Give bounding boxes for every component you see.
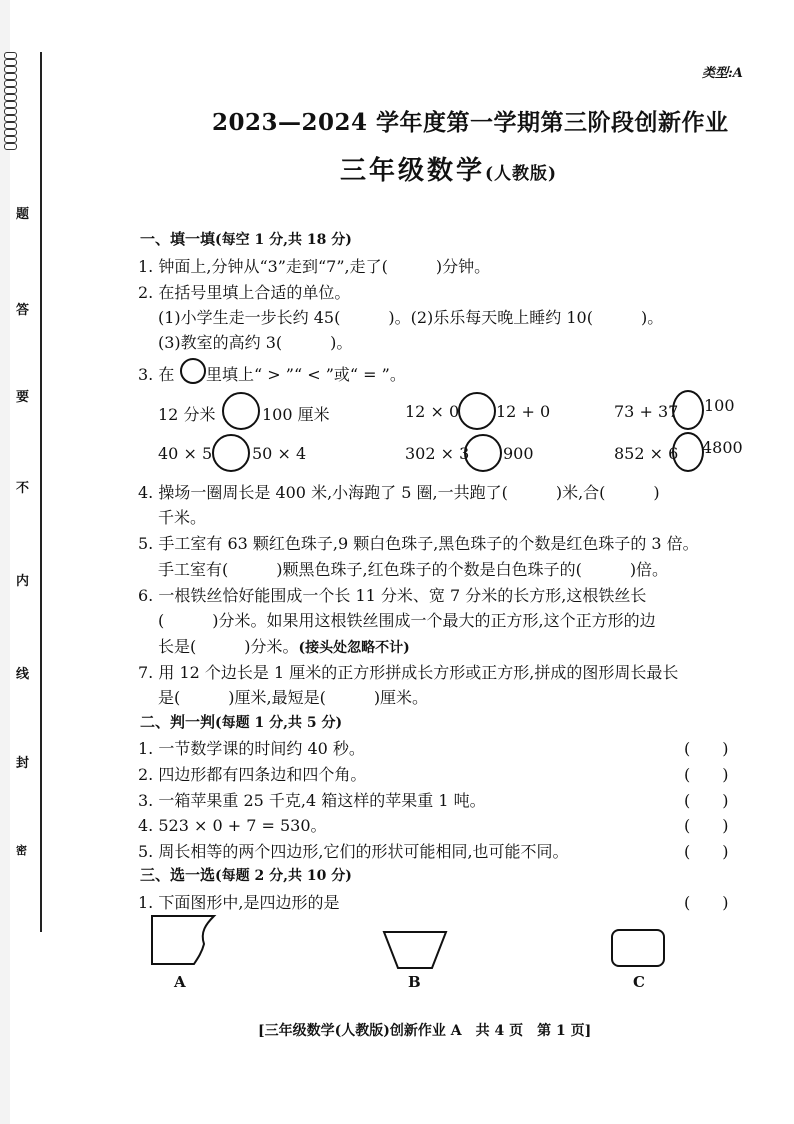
question-1: 1. 钟面上,分钟从“3”走到“7”,走了( )分钟。 bbox=[138, 257, 491, 276]
binding-hole bbox=[4, 94, 17, 101]
binding-hole bbox=[4, 73, 17, 80]
compare-answer-circle[interactable] bbox=[464, 434, 502, 472]
section-heading bbox=[140, 711, 342, 732]
section-note: (每题 1 分,共 5 分) bbox=[215, 715, 343, 731]
compare-answer-circle[interactable] bbox=[212, 434, 250, 472]
shape-a-icon bbox=[152, 916, 214, 964]
question-2: 2. 在括号里填上合适的单位。 bbox=[138, 283, 351, 302]
binding-char: 内 bbox=[16, 574, 30, 589]
binding-line bbox=[40, 52, 42, 932]
question-3-suffix: 里填上“ > ”“ < ”或“ = ”。 bbox=[206, 365, 406, 384]
section-title: 一、填一填 bbox=[140, 230, 216, 248]
binding-hole bbox=[4, 66, 17, 73]
judge-item: 2. 四边形都有四条边和四个角。 bbox=[138, 765, 367, 784]
answer-bracket[interactable]: ( ) bbox=[684, 765, 729, 784]
shape-b-trapezoid-icon bbox=[384, 932, 446, 968]
binding-char: 不 bbox=[16, 481, 30, 496]
binding-char: 题 bbox=[16, 207, 30, 222]
compare-right: 12 + 0 bbox=[496, 402, 551, 421]
compare-left: 73 + 37 bbox=[614, 402, 679, 421]
compare-right: 4800 bbox=[702, 438, 743, 457]
binding-hole bbox=[4, 122, 17, 129]
question-2-part-a: (1)小学生走一步长约 45( )。(2)乐乐每天晚上睡约 10( )。 bbox=[158, 308, 664, 327]
question-4-line2: 千米。 bbox=[158, 508, 207, 527]
question-2-part-b: (3)教室的高约 3( )。 bbox=[158, 333, 353, 352]
compare-left: 12 分米 bbox=[158, 405, 216, 424]
judge-item: 1. 一节数学课的时间约 40 秒。 bbox=[138, 739, 365, 758]
compare-answer-circle[interactable] bbox=[672, 432, 704, 472]
question-6-line2: ( )分米。如果用这根铁丝围成一个最大的正方形,这个正方形的边 bbox=[158, 611, 656, 630]
option-label[interactable]: C bbox=[633, 973, 645, 991]
subtitle-main: 三年级数学 bbox=[340, 156, 486, 186]
compare-left: 302 × 3 bbox=[405, 444, 470, 463]
binding-hole bbox=[4, 59, 17, 66]
option-label[interactable]: B bbox=[408, 973, 421, 991]
binding-hole bbox=[4, 115, 17, 122]
question-6-line1: 6. 一根铁丝恰好能围成一个长 11 分米、宽 7 分米的长方形,这根铁丝长 bbox=[138, 586, 647, 605]
answer-bracket[interactable]: ( ) bbox=[684, 739, 729, 758]
answer-bracket[interactable]: ( ) bbox=[684, 791, 729, 810]
binding-hole bbox=[4, 101, 17, 108]
question-4-line1: 4. 操场一圈周长是 400 米,小海跑了 5 圈,一共跑了( )米,合( ) bbox=[138, 483, 660, 502]
section-note: (每题 2 分,共 10 分) bbox=[215, 868, 352, 884]
compare-answer-circle[interactable] bbox=[222, 392, 260, 430]
binding-char: 要 bbox=[16, 390, 30, 405]
section-note: (每空 1 分,共 18 分) bbox=[215, 232, 352, 248]
compare-right: 900 bbox=[503, 444, 534, 463]
answer-bracket[interactable]: ( ) bbox=[684, 842, 729, 861]
subtitle-edition: (人教版) bbox=[485, 164, 558, 184]
question-5-line2: 手工室有( )颗黑色珠子,红色珠子的个数是白色珠子的( )倍。 bbox=[158, 560, 669, 579]
shape-figures bbox=[140, 910, 760, 970]
type-tag: 类型:A bbox=[702, 66, 743, 81]
question-6-line3-text: 长是( )分米。 bbox=[158, 637, 299, 656]
binding-hole bbox=[4, 136, 17, 143]
judge-item: 5. 周长相等的两个四边形,它们的形状可能相同,也可能不同。 bbox=[138, 842, 569, 861]
binding-hole bbox=[4, 143, 17, 150]
question-3-prefix: 3. 在 bbox=[138, 365, 175, 384]
binding-hole bbox=[4, 52, 17, 59]
page-title: 2023—2024 学年度第一学期第三阶段创新作业 bbox=[212, 109, 729, 136]
compare-right: 100 厘米 bbox=[262, 405, 330, 424]
binding-hole bbox=[4, 80, 17, 87]
section-heading bbox=[140, 864, 352, 885]
compare-right: 50 × 4 bbox=[252, 444, 307, 463]
section-title: 三、选一选 bbox=[140, 866, 216, 884]
page-edge bbox=[0, 0, 10, 1124]
judge-item: 3. 一箱苹果重 25 千克,4 箱这样的苹果重 1 吨。 bbox=[138, 791, 486, 810]
binding-char: 答 bbox=[16, 303, 30, 318]
question-6-line3 bbox=[158, 634, 410, 657]
compare-circle-icon bbox=[180, 358, 206, 384]
binding-hole bbox=[4, 87, 17, 94]
answer-bracket[interactable]: ( ) bbox=[684, 893, 729, 912]
compare-answer-circle[interactable] bbox=[458, 392, 496, 430]
option-label[interactable]: A bbox=[174, 973, 186, 991]
question-6-note: (接头处忽略不计) bbox=[298, 640, 410, 656]
question-5-line1: 5. 手工室有 63 颗红色珠子,9 颗白色珠子,黑色珠子的个数是红色珠子的 3 倍。 bbox=[138, 534, 699, 553]
section-title: 二、判一判 bbox=[140, 713, 216, 731]
compare-left: 852 × 6 bbox=[614, 444, 679, 463]
compare-right: 100 bbox=[704, 396, 735, 415]
answer-bracket[interactable]: ( ) bbox=[684, 816, 729, 835]
shape-c-rounded-rect-icon bbox=[612, 930, 664, 966]
binding-char: 封 bbox=[16, 756, 30, 771]
section-heading bbox=[140, 228, 352, 249]
page-subtitle bbox=[340, 150, 557, 187]
compare-left: 12 × 0 bbox=[405, 402, 460, 421]
compare-answer-circle[interactable] bbox=[672, 390, 704, 430]
question-7-line2: 是( )厘米,最短是( )厘米。 bbox=[158, 688, 429, 707]
question-7-line1: 7. 用 12 个边长是 1 厘米的正方形拼成长方形或正方形,拼成的图形周长最长 bbox=[138, 663, 679, 682]
choice-question-1: 1. 下面图形中,是四边形的是 bbox=[138, 893, 340, 912]
binding-hole bbox=[4, 129, 17, 136]
page-footer: [三年级数学(人教版)创新作业 A 共 4 页 第 1 页] bbox=[258, 1023, 592, 1039]
binding-char: 线 bbox=[16, 667, 30, 682]
binding-char: 密 bbox=[16, 844, 27, 857]
compare-left: 40 × 5 bbox=[158, 444, 213, 463]
judge-item: 4. 523 × 0 + 7 = 530。 bbox=[138, 816, 327, 835]
binding-hole bbox=[4, 108, 17, 115]
